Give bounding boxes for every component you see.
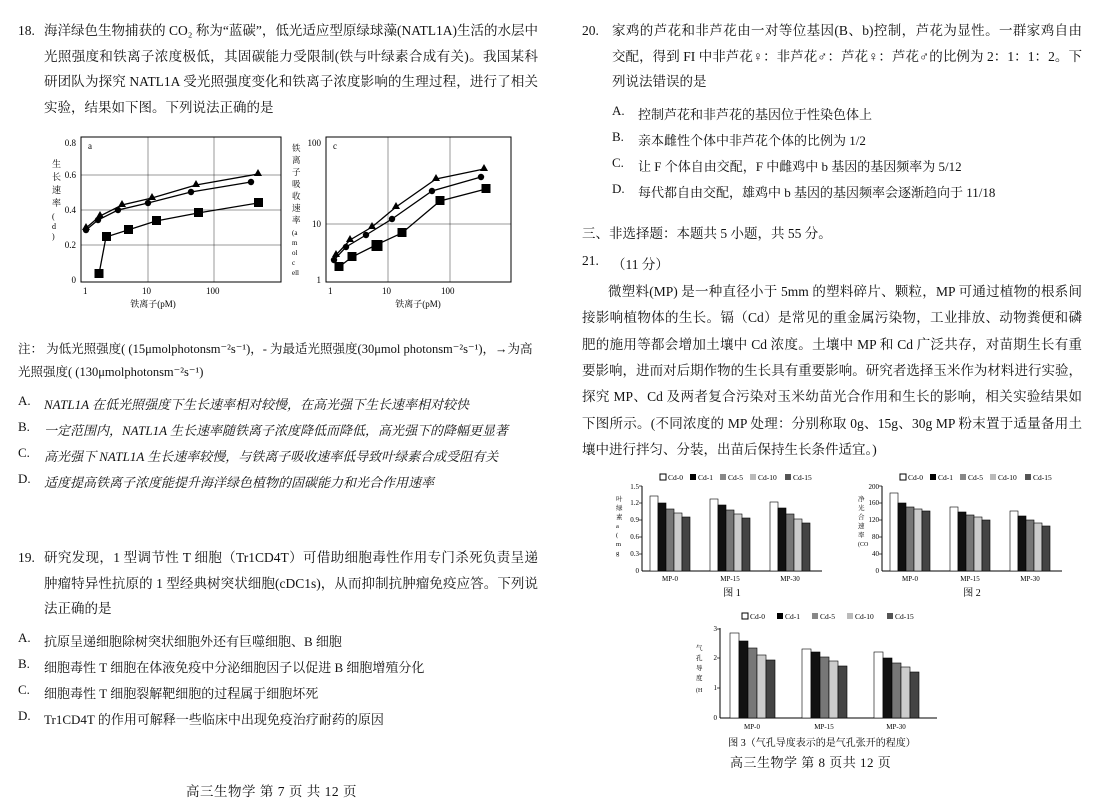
q19-options [18,630,538,732]
option-label: B. [612,128,624,144]
option-text: 适度提高铁离子浓度能提升海洋绿色植物的固碳能力和光合作用速率 [44,475,435,491]
svg-text:MP-15: MP-15 [960,575,980,584]
svg-text:MP-30: MP-30 [1020,575,1040,584]
svg-text:0.4: 0.4 [64,204,76,215]
svg-text:0: 0 [71,274,76,285]
svg-text:Cd-5: Cd-5 [968,473,983,483]
svg-text:0.9: 0.9 [630,516,639,525]
option-text: Tr1CD4T 的作用可解释一些临床中出现免疫治疗耐药的原因 [44,712,384,728]
svg-text:长: 长 [52,171,62,182]
svg-text:图 1: 图 1 [723,588,741,600]
svg-text:1: 1 [713,684,717,693]
q18-option-a[interactable] [18,393,538,417]
option-label: D. [612,181,625,197]
option-text: 抗原呈递细胞除树突状细胞外还有巨噬细胞、B 细胞 [44,633,342,649]
svg-text:速: 速 [292,202,301,213]
svg-text:Cd-5: Cd-5 [820,612,835,622]
svg-text:40: 40 [872,550,879,559]
q20-option-c[interactable] [612,155,1082,179]
svg-text:Cd-15: Cd-15 [1033,473,1052,483]
q19-stem: 研究发现，1 型调节性 T 细胞（Tr1CD4T）可借助细胞毒性作用专门杀死负责呈递肿瘤特异性抗原的 1 型经典树突状细胞(cDC1s)，从而抑制抗肿瘤免疫应答。下列说法正确的是 [44,550,538,617]
svg-text:(: ( [616,532,619,540]
svg-text:1: 1 [316,274,321,285]
svg-text:c: c [292,258,296,267]
question-19 [18,545,538,734]
svg-text:d: d [52,221,56,231]
option-label: D. [18,471,31,487]
q21-chart-3-svg [672,610,1002,760]
svg-text:MP-30: MP-30 [886,723,906,732]
option-text: 让 F 个体自由交配，F 中雌鸡中 b 基因的基因频率为 5/12 [638,159,962,175]
svg-text:100: 100 [206,285,220,296]
svg-text:1: 1 [328,285,333,296]
option-label: C. [612,155,624,171]
svg-text:(H: (H [696,688,703,695]
svg-text:Cd-0: Cd-0 [908,473,923,483]
q20-option-a[interactable] [612,103,1082,127]
svg-text:率: 率 [292,214,301,225]
svg-text:净: 净 [858,496,865,504]
svg-text:80: 80 [872,533,879,542]
option-label: A. [18,393,31,409]
q20-number: 20. [582,23,599,38]
option-label: C. [18,445,30,461]
question-18 [18,18,538,497]
svg-text:铁离子(pM): 铁离子(pM) [395,298,441,309]
q18-option-d[interactable] [18,471,538,495]
svg-text:200: 200 [868,483,879,492]
svg-text:0: 0 [713,714,717,723]
svg-text:1: 1 [83,285,88,296]
option-text: 高光强下 NATL1A 生长速率较慢，与铁离子吸收速率低导致叶绿素合成受阻有关 [44,449,499,465]
q19-option-d[interactable] [18,708,538,732]
svg-text:素: 素 [616,514,623,522]
svg-text:MP-30: MP-30 [780,575,800,584]
svg-text:Cd-10: Cd-10 [855,612,874,622]
svg-text:10: 10 [142,285,151,296]
q18-stem: 海洋绿色生物捕获的 CO₂ 称为“蓝碳”，低光适应型原绿球藻(NATL1A)生活的水层中光照强度和铁离子浓度极低，其固碳能力受限制(铁与叶绿素合成有关)。我国某科研团队为探究 NATL1A 受光照强度变化和铁离子浓度影响的生理过程，进行了相关实验，结果如下图。下列说法正确的是 [44,23,538,115]
svg-text:Cd-0: Cd-0 [750,612,765,622]
svg-text:吸: 吸 [292,178,301,189]
svg-text:160: 160 [868,499,879,508]
svg-text:度: 度 [696,675,703,683]
svg-text:叶: 叶 [616,496,623,504]
q19-number: 19. [18,550,35,565]
q18-options [18,393,538,495]
svg-text:a: a [616,523,619,531]
option-label: A. [18,629,31,645]
svg-text:MP-15: MP-15 [720,575,740,584]
svg-text:Cd-1: Cd-1 [938,473,953,483]
svg-text:光: 光 [858,505,865,513]
option-label: B. [18,419,30,435]
option-label: D. [18,708,31,724]
svg-text:(: ( [52,211,55,221]
svg-text:g: g [616,550,620,558]
svg-text:收: 收 [292,190,301,201]
svg-text:c: c [333,140,337,151]
svg-text:速: 速 [858,523,865,531]
svg-text:气: 气 [696,645,703,653]
svg-text:Cd-1: Cd-1 [698,473,713,483]
svg-text:1.2: 1.2 [630,499,639,508]
svg-text:Cd-10: Cd-10 [758,473,777,483]
svg-text:铁: 铁 [292,142,301,153]
svg-text:100: 100 [307,137,321,148]
option-text: 细胞毒性 T 细胞在体液免疫中分泌细胞因子以促进 B 细胞增殖分化 [44,659,425,675]
q19-option-a[interactable] [18,630,538,654]
q20-option-b[interactable] [612,129,1082,153]
option-text: 细胞毒性 T 细胞裂解靶细胞的过程属于细胞坏死 [44,686,319,702]
q20-stem: 家鸡的芦花和非芦花由一对等位基因(B、b)控制，芦花为显性。一群家鸡自由交配，得到 FI 中非芦花♀：非芦花♂：芦花♀：芦花♂的比例为 2：1：1：2。下列说法错误的是 [612,23,1082,90]
footer-left: 高三生物学 第 7 页 共 12 页 [186,784,357,799]
svg-text:10: 10 [312,218,321,229]
svg-text:2: 2 [713,654,717,663]
svg-text:率: 率 [858,532,865,540]
q18-chart-svg [36,127,536,327]
question-21 [582,253,1082,765]
option-text: 亲本雌性个体中非芦花个体的比例为 1/2 [638,132,866,148]
q21-score: （11 分） [612,257,669,272]
right-column [552,0,1103,800]
svg-text:导: 导 [696,665,703,673]
option-label: C. [18,682,30,698]
svg-text:合: 合 [858,514,865,522]
svg-text:离: 离 [292,154,301,165]
svg-text:120: 120 [868,516,879,525]
svg-text:率: 率 [52,197,62,208]
section-2-heading: 三、非选择题：本题共 5 小题，共 55 分。 [582,226,832,241]
svg-text:(CO: (CO [858,542,869,549]
svg-text:Cd-10: Cd-10 [998,473,1017,483]
svg-text:): ) [52,231,55,241]
svg-text:ell: ell [292,268,299,277]
q21-chart-1-2-svg [582,471,1082,601]
q20-options [612,103,1082,205]
svg-text:Cd-15: Cd-15 [793,473,812,483]
svg-text:图 3（气孔导度表示的是气孔张开的程度）: 图 3（气孔导度表示的是气孔张开的程度） [728,738,916,750]
svg-text:0.3: 0.3 [630,550,639,559]
option-text: 一定范围内，NATL1A 生长速率随铁离子浓度降低而降低，高光强下的降幅更显著 [44,423,509,439]
q18-note: 注： 为低光照强度( (15μmolphotonsm⁻²s⁻¹)，- 为最适光照强度(30μmol photonsm⁻²s⁻¹)，→为高光照强度( (130μmolphotonsm⁻²s⁻¹) [18,341,533,380]
svg-text:100: 100 [441,285,455,296]
svg-text:0.6: 0.6 [630,533,639,542]
svg-text:MP-15: MP-15 [814,723,834,732]
svg-text:绿: 绿 [616,505,623,513]
svg-text:1.5: 1.5 [630,483,639,492]
q18-option-b[interactable] [18,419,538,443]
footer-right: 高三生物学 第 8 页共 12 页 [730,755,892,770]
q21-figure-3 [672,610,1082,765]
q18-number: 18. [18,23,35,38]
svg-text:子: 子 [292,166,301,177]
q18-figures [36,127,538,332]
svg-text:10: 10 [382,285,391,296]
svg-text:0.8: 0.8 [64,137,76,148]
svg-text:MP-0: MP-0 [902,575,918,584]
svg-text:3: 3 [713,625,717,634]
svg-text:MP-0: MP-0 [662,575,678,584]
question-20 [582,18,1082,207]
option-text: 每代都自由交配，雄鸡中 b 基因的基因频率会逐渐趋向于 11/18 [638,185,996,201]
svg-text:a: a [88,140,92,151]
svg-text:图 2: 图 2 [963,588,981,600]
q21-paragraph: 微塑料(MP) 是一种直径小于 5mm 的塑料碎片、颗粒，MP 可通过植物的根系间接影响植物体的生长。镉（Cd）是常见的重金属污染物，工业排放、动物粪便和磷肥的施用等都会增加土壤中 Cd 浓度。土壤中 MP 和 Cd 广泛共存，对苗期生长有重要影响，进而对后期作物的生长具有重要影响。研究者选择玉米作为材料进行实验，探究 MP、Cd 及两者复合污染对玉米幼苗光合作用和生长的影响，相关实验结果如下图所示。(不同浓度的 MP 处理：分别称取 0g、15g、30g MP 粉末置于适量备用土壤中进行拌匀、分装，出苗后保持生长条件适宜。) [582,284,1082,457]
svg-text:(a: (a [292,228,298,237]
q19-option-b[interactable] [18,656,538,680]
svg-text:m: m [616,541,622,549]
svg-text:MP-0: MP-0 [744,723,760,732]
option-text: NATL1A 在低光照强度下生长速率相对较慢，在高光强下生长速率相对较快 [44,397,470,413]
q19-option-c[interactable] [18,682,538,706]
svg-text:0: 0 [635,567,639,576]
q21-figures-row1 [582,471,1082,606]
option-text: 控制芦花和非芦花的基因位于性染色体上 [638,106,873,122]
option-label: A. [612,102,625,118]
q21-number: 21. [582,253,599,268]
q18-option-c[interactable] [18,445,538,469]
q20-option-d[interactable] [612,181,1082,205]
svg-text:Cd-0: Cd-0 [668,473,683,483]
svg-text:Cd-1: Cd-1 [785,612,800,622]
svg-text:铁离子(pM): 铁离子(pM) [130,298,176,309]
svg-text:速: 速 [52,184,62,195]
svg-text:Cd-15: Cd-15 [895,612,914,622]
svg-text:0.2: 0.2 [64,239,76,250]
svg-text:m: m [292,238,298,247]
svg-text:Cd-5: Cd-5 [728,473,743,483]
option-label: B. [18,655,30,671]
svg-text:0.6: 0.6 [64,169,76,180]
svg-text:生: 生 [52,158,62,169]
svg-text:0: 0 [875,567,879,576]
svg-text:孔: 孔 [696,655,703,663]
svg-text:ol: ol [292,248,298,257]
